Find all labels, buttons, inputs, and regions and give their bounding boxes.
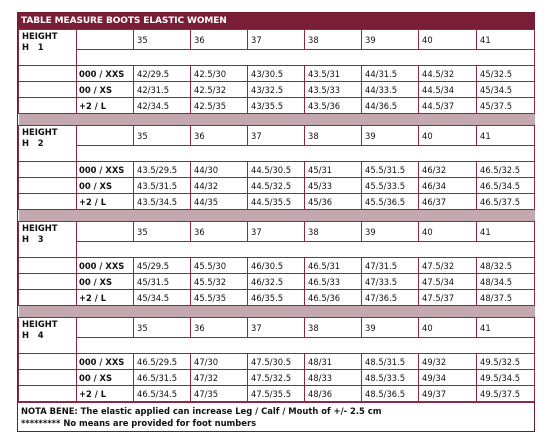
measure-cell: 43.5/36 [305, 98, 362, 114]
measure-cell: 43.5/33 [305, 82, 362, 98]
shoe-size-cell: 39 [362, 318, 419, 338]
measure-cell: 46/32 [419, 162, 477, 178]
garment-size-label: 000 / XXS [77, 258, 134, 274]
measure-cell: 48/36 [305, 386, 362, 402]
measure-cell: 44/32 [191, 178, 248, 194]
measure-cell: 47/30 [191, 354, 248, 370]
measure-cell: 45.5/31.5 [362, 162, 419, 178]
row-spacer [19, 274, 77, 290]
blank-cell [77, 222, 134, 242]
measure-cell: 46.5/34.5 [477, 178, 535, 194]
group-separator [19, 114, 535, 126]
shoe-size-cell: 36 [191, 222, 248, 242]
garment-size-label: 00 / XS [77, 370, 134, 386]
garment-size-label: 00 / XS [77, 178, 134, 194]
measure-cell: 47/31.5 [362, 258, 419, 274]
row-spacer [19, 66, 77, 82]
separator-band [19, 210, 535, 222]
measure-cell: 43.5/31 [305, 66, 362, 82]
measure-cell: 49/32 [419, 354, 477, 370]
notes [18, 402, 534, 431]
measure-cell: 47.5/32 [419, 258, 477, 274]
measure-cell: 45.5/32 [191, 274, 248, 290]
measure-cell: 46.5/37.5 [477, 194, 535, 210]
measure-cell: 43/35.5 [248, 98, 305, 114]
measure-cell: 42/31.5 [134, 82, 191, 98]
group-separator [19, 210, 535, 222]
size-chart [17, 12, 535, 432]
measure-cell: 48.5/33.5 [362, 370, 419, 386]
measure-cell: 42/29.5 [134, 66, 191, 82]
blank-row [19, 146, 535, 162]
measure-cell: 42.5/32 [191, 82, 248, 98]
measure-cell: 42.5/30 [191, 66, 248, 82]
measure-cell: 46/35.5 [248, 290, 305, 306]
shoe-size-cell: 38 [305, 126, 362, 146]
measure-cell: 42.5/35 [191, 98, 248, 114]
measure-cell: 45/36 [305, 194, 362, 210]
row-spacer [19, 386, 77, 402]
table-row [19, 194, 535, 210]
measure-cell: 43/30.5 [248, 66, 305, 82]
shoe-size-cell: 38 [305, 222, 362, 242]
measure-cell: 47/36.5 [362, 290, 419, 306]
measure-cell: 49/37 [419, 386, 477, 402]
shoe-size-cell: 41 [477, 222, 535, 242]
measure-cell: 44.5/35.5 [248, 194, 305, 210]
garment-size-label: +2 / L [77, 386, 134, 402]
blank-cell [77, 126, 134, 146]
nota-bene-note: NOTA BENE: The elastic applied can increase Leg / Calf / Mouth of +/- 2.5 cm [21, 406, 382, 416]
measure-cell: 46.5/36 [305, 290, 362, 306]
separator-band [19, 114, 535, 126]
blank-cell [77, 318, 134, 338]
measure-cell: 46/37 [419, 194, 477, 210]
measure-cell: 47.5/35.5 [248, 386, 305, 402]
measure-cell: 48.5/36.5 [362, 386, 419, 402]
blank-row [19, 338, 535, 354]
shoe-size-cell: 41 [477, 126, 535, 146]
measure-cell: 47/33.5 [362, 274, 419, 290]
row-spacer [19, 290, 77, 306]
size-header-row [19, 126, 535, 146]
table-row [19, 354, 535, 370]
measure-cell: 44/30 [191, 162, 248, 178]
measure-cell: 45/32.5 [477, 66, 535, 82]
measure-cell: 49.5/32.5 [477, 354, 535, 370]
measure-cell: 44.5/32.5 [248, 178, 305, 194]
blank-cell [77, 146, 535, 162]
shoe-size-cell: 36 [191, 318, 248, 338]
size-header-row [19, 318, 535, 338]
shoe-size-cell: 35 [134, 318, 191, 338]
shoe-size-cell: 37 [248, 126, 305, 146]
size-header-row [19, 222, 535, 242]
table-row [19, 98, 535, 114]
shoe-size-cell: 41 [477, 318, 535, 338]
measure-cell: 48/31 [305, 354, 362, 370]
measure-cell: 49.5/34.5 [477, 370, 535, 386]
garment-size-label: 00 / XS [77, 82, 134, 98]
table-row [19, 258, 535, 274]
group-separator [19, 306, 535, 318]
shoe-size-cell: 40 [419, 318, 477, 338]
measure-cell: 44/36.5 [362, 98, 419, 114]
shoe-size-cell: 37 [248, 318, 305, 338]
measure-cell: 47/35 [191, 386, 248, 402]
row-spacer [19, 258, 77, 274]
shoe-size-cell: 40 [419, 126, 477, 146]
garment-size-label: +2 / L [77, 194, 134, 210]
measure-cell: 45.5/30 [191, 258, 248, 274]
measure-cell: 47.5/30.5 [248, 354, 305, 370]
measure-cell: 49.5/37.5 [477, 386, 535, 402]
measure-cell: 49/34 [419, 370, 477, 386]
table-row [19, 162, 535, 178]
blank-cell [77, 50, 535, 66]
row-spacer [19, 370, 77, 386]
measure-cell: 45.5/36.5 [362, 194, 419, 210]
height-group-label: HEIGHT H 3 [19, 222, 77, 258]
blank-row [19, 242, 535, 258]
shoe-size-cell: 38 [305, 318, 362, 338]
shoe-size-cell: 35 [134, 126, 191, 146]
measure-cell: 42/34.5 [134, 98, 191, 114]
table-row [19, 178, 535, 194]
measure-cell: 47.5/34 [419, 274, 477, 290]
measure-cell: 47/32 [191, 370, 248, 386]
measure-cell: 46/34 [419, 178, 477, 194]
blank-cell [77, 30, 134, 50]
measure-cell: 45.5/35 [191, 290, 248, 306]
measure-cell: 48.5/31.5 [362, 354, 419, 370]
row-spacer [19, 178, 77, 194]
size-header-row [19, 30, 535, 50]
shoe-size-cell: 41 [477, 30, 535, 50]
measure-cell: 46.5/34.5 [134, 386, 191, 402]
measure-cell: 44.5/34 [419, 82, 477, 98]
garment-size-label: +2 / L [77, 98, 134, 114]
garment-size-label: 000 / XXS [77, 354, 134, 370]
shoe-size-cell: 37 [248, 30, 305, 50]
shoe-size-cell: 39 [362, 222, 419, 242]
shoe-size-cell: 38 [305, 30, 362, 50]
blank-cell [77, 338, 535, 354]
height-group-label: HEIGHT H 4 [19, 318, 77, 354]
row-spacer [19, 194, 77, 210]
measure-cell: 45/34.5 [134, 290, 191, 306]
measure-cell: 43.5/29.5 [134, 162, 191, 178]
measure-cell: 46.5/33 [305, 274, 362, 290]
table-row [19, 82, 535, 98]
row-spacer [19, 162, 77, 178]
shoe-size-cell: 40 [419, 222, 477, 242]
measure-cell: 46.5/31.5 [134, 370, 191, 386]
measure-cell: 44/33.5 [362, 82, 419, 98]
measure-cell: 46.5/31 [305, 258, 362, 274]
separator-band [19, 306, 535, 318]
measure-cell: 48/33 [305, 370, 362, 386]
measure-table [18, 29, 535, 402]
shoe-size-cell: 35 [134, 30, 191, 50]
blank-cell [77, 242, 535, 258]
table-row [19, 370, 535, 386]
blank-row [19, 50, 535, 66]
garment-size-label: 00 / XS [77, 274, 134, 290]
garment-size-label: 000 / XXS [77, 66, 134, 82]
measure-cell: 44.5/37 [419, 98, 477, 114]
shoe-size-cell: 36 [191, 126, 248, 146]
row-spacer [19, 98, 77, 114]
shoe-size-cell: 36 [191, 30, 248, 50]
measure-cell: 43.5/34.5 [134, 194, 191, 210]
measure-cell: 46.5/32.5 [477, 162, 535, 178]
measure-cell: 44/31.5 [362, 66, 419, 82]
measure-cell: 44.5/32 [419, 66, 477, 82]
measure-cell: 47.5/32.5 [248, 370, 305, 386]
measure-cell: 45.5/33.5 [362, 178, 419, 194]
measure-cell: 43.5/31.5 [134, 178, 191, 194]
measure-cell: 45/31 [305, 162, 362, 178]
measure-cell: 43/32.5 [248, 82, 305, 98]
measure-cell: 44/35 [191, 194, 248, 210]
measure-cell: 45/31.5 [134, 274, 191, 290]
shoe-size-cell: 37 [248, 222, 305, 242]
table-row [19, 274, 535, 290]
table-row [19, 66, 535, 82]
shoe-size-cell: 39 [362, 30, 419, 50]
measure-cell: 44.5/30.5 [248, 162, 305, 178]
measure-cell: 47.5/37 [419, 290, 477, 306]
measure-cell: 46.5/29.5 [134, 354, 191, 370]
measure-cell: 45/29.5 [134, 258, 191, 274]
garment-size-label: 000 / XXS [77, 162, 134, 178]
chart-title: TABLE MEASURE BOOTS ELASTIC WOMEN [18, 13, 534, 29]
measure-cell: 48/34.5 [477, 274, 535, 290]
measure-cell: 45/37.5 [477, 98, 535, 114]
table-row [19, 290, 535, 306]
measure-cell: 46/32.5 [248, 274, 305, 290]
measure-cell: 45/33 [305, 178, 362, 194]
shoe-size-cell: 35 [134, 222, 191, 242]
table-row [19, 386, 535, 402]
measure-cell: 48/32.5 [477, 258, 535, 274]
row-spacer [19, 82, 77, 98]
measure-cell: 48/37.5 [477, 290, 535, 306]
height-group-label: HEIGHT H 1 [19, 30, 77, 66]
row-spacer [19, 354, 77, 370]
measure-cell: 46/30.5 [248, 258, 305, 274]
garment-size-label: +2 / L [77, 290, 134, 306]
height-group-label: HEIGHT H 2 [19, 126, 77, 162]
foot-number-note: ********* No means are provided for foot numbers [21, 418, 257, 428]
shoe-size-cell: 39 [362, 126, 419, 146]
measure-cell: 45/34.5 [477, 82, 535, 98]
shoe-size-cell: 40 [419, 30, 477, 50]
